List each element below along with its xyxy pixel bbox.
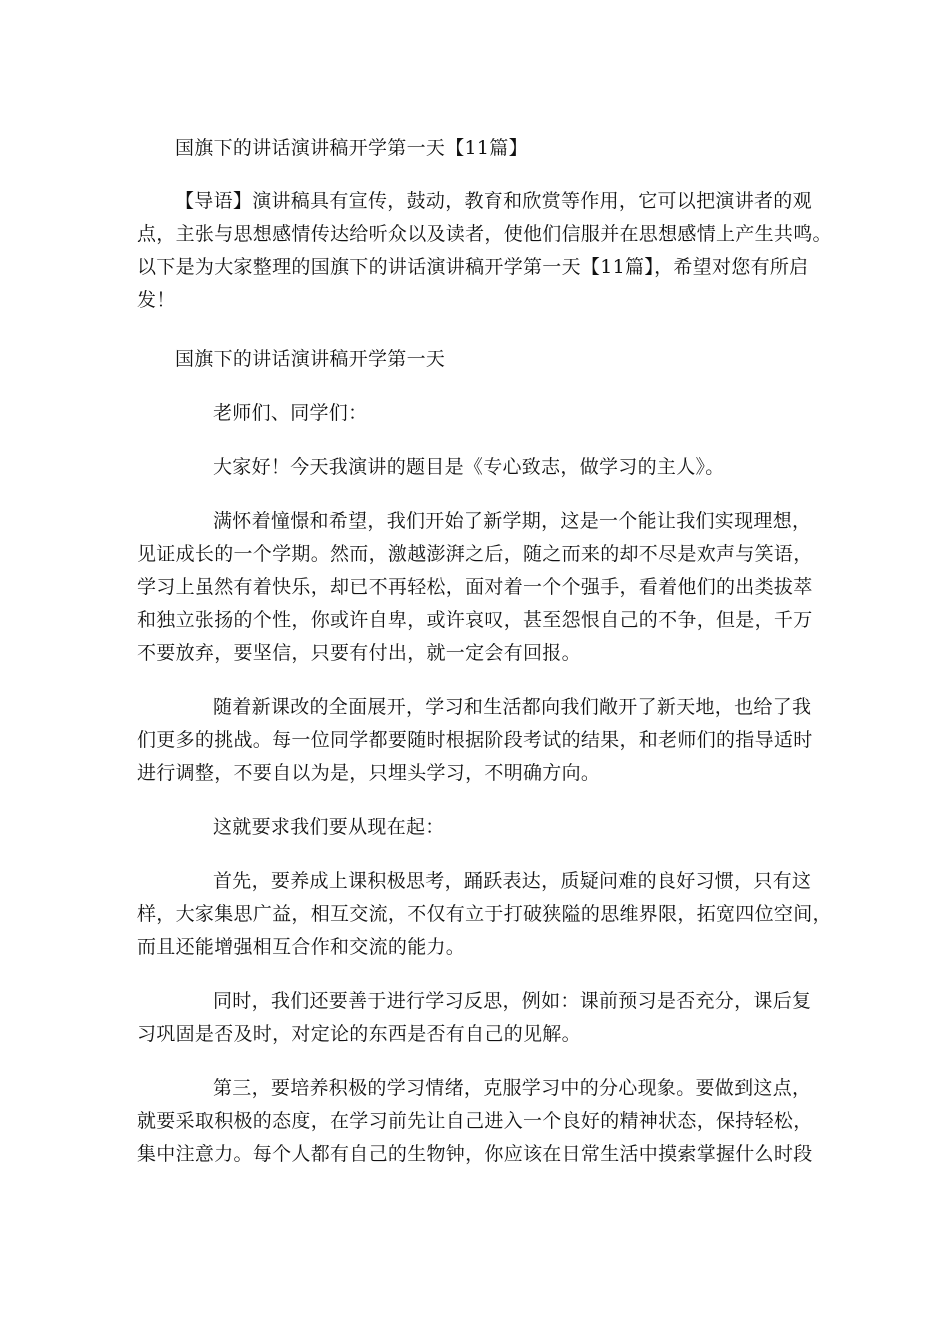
paragraph-line: 满怀着憧憬和希望，我们开始了新学期，这是一个能让我们实现理想， bbox=[213, 510, 812, 532]
intro-line: 发！ bbox=[137, 289, 176, 311]
section-title bbox=[137, 343, 817, 376]
paragraph-line: 不要放弃，要坚信，只要有付出，就一定会有回报。 bbox=[137, 642, 581, 664]
paragraph-line: 们更多的挑战。每一位同学都要随时根据阶段考试的结果，和老师们的指导适时 bbox=[137, 729, 813, 751]
intro-line: 以下是为大家整理的国旗下的讲话演讲稿开学第一天【11篇】，希望对您有所启 bbox=[137, 256, 809, 278]
paragraph-line: 而且还能增强相互合作和交流的能力。 bbox=[137, 936, 466, 958]
paragraph-line: 随着新课改的全面展开，学习和生活都向我们敞开了新天地，也给了我 bbox=[213, 696, 812, 718]
paragraph-line: 集中注意力。每个人都有自己的生物钟，你应该在日常生活中摸索掌握什么时段 bbox=[137, 1143, 813, 1165]
paragraph-line: 习巩固是否及时，对定论的东西是否有自己的见解。 bbox=[137, 1023, 581, 1045]
paragraph-6 bbox=[137, 1072, 817, 1171]
paragraph-2 bbox=[137, 691, 817, 790]
paragraph-line: 进行调整，不要自以为是，只埋头学习，不明确方向。 bbox=[137, 762, 601, 784]
section-title-line: 国旗下的讲话演讲稿开学第一天 bbox=[175, 348, 446, 370]
paragraph-line: 第三，要培养积极的学习情绪，克服学习中的分心现象。要做到这点， bbox=[213, 1077, 812, 1099]
paragraph-line: 样，大家集思广益，相互交流，不仅有立于打破狭隘的思维界限，拓宽四位空间， bbox=[137, 903, 832, 925]
document-title bbox=[137, 132, 817, 165]
paragraph-line: 同时，我们还要善于进行学习反思，例如：课前预习是否充分，课后复 bbox=[213, 990, 812, 1012]
title-line: 国旗下的讲话演讲稿开学第一天【11篇】 bbox=[175, 137, 528, 159]
paragraph-line: 和独立张扬的个性，你或许自卑，或许哀叹，甚至怨恨自己的不争，但是，千万 bbox=[137, 609, 813, 631]
paragraph-line: 首先，要养成上课积极思考，踊跃表达，质疑问难的良好习惯，只有这 bbox=[213, 870, 812, 892]
intro-line: 点，主张与思想感情传达给听众以及读者，使他们信服并在思想感情上产生共鸣。 bbox=[137, 223, 832, 245]
opening-line bbox=[137, 451, 817, 484]
paragraph-4 bbox=[137, 865, 832, 964]
paragraph-line: 就要采取积极的态度，在学习前先让自己进入一个良好的精神状态，保持轻松， bbox=[137, 1110, 813, 1132]
intro-paragraph bbox=[137, 185, 832, 317]
paragraph-5 bbox=[137, 985, 817, 1051]
paragraph-1 bbox=[137, 505, 817, 670]
paragraph-line: 学习上虽然有着快乐，却已不再轻松，面对着一个个强手，看着他们的出类拔萃 bbox=[137, 576, 813, 598]
greeting-line: 老师们、同学们： bbox=[213, 402, 368, 424]
paragraph-3 bbox=[137, 811, 817, 844]
opening-text: 大家好！今天我演讲的题目是《专心致志，做学习的主人》。 bbox=[213, 456, 725, 478]
paragraph-line: 这就要求我们要从现在起： bbox=[213, 816, 445, 838]
intro-line: 【导语】演讲稿具有宣传，鼓动，教育和欣赏等作用，它可以把演讲者的观 bbox=[175, 190, 812, 212]
greeting bbox=[137, 397, 817, 430]
paragraph-line: 见证成长的一个学期。然而，激越澎湃之后，随之而来的却不尽是欢声与笑语， bbox=[137, 543, 813, 565]
